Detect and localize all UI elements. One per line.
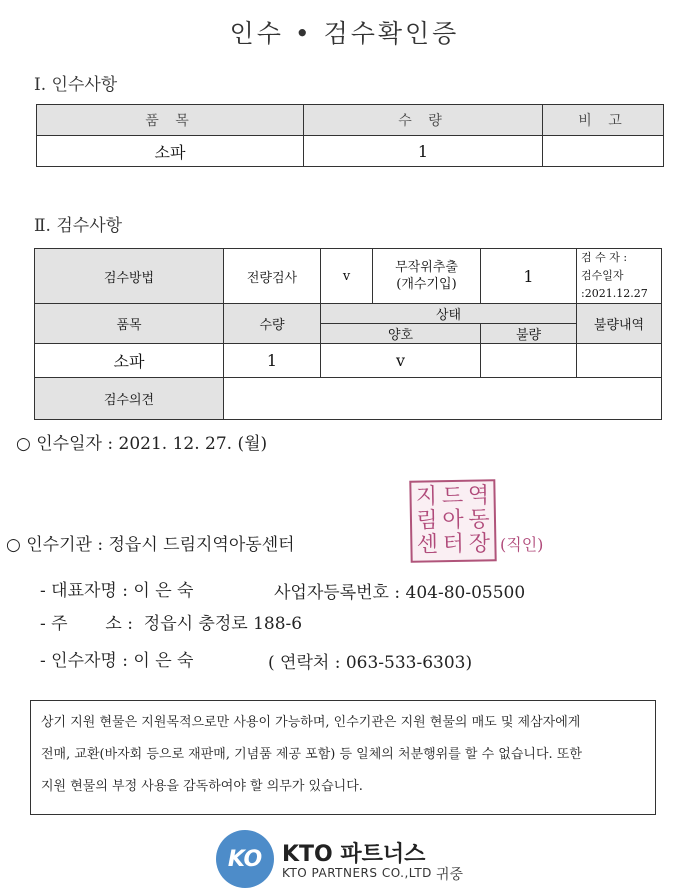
header-item: 품목 — [35, 304, 224, 344]
address-line: - 주 소 : 정읍시 충정로 188-6 — [40, 614, 303, 634]
inspector-cell — [577, 249, 662, 304]
opinion-label: 검수의견 — [35, 378, 224, 420]
inspection-good-mark: v — [321, 344, 481, 378]
circle-bullet: ○ — [16, 434, 31, 454]
header-state: 상태 — [321, 304, 577, 324]
opinion-value — [224, 378, 662, 420]
receipt-item: 소파 — [37, 136, 304, 167]
header-bad: 불량 — [481, 324, 577, 344]
header-item: 품 목 — [37, 105, 304, 136]
method-label: 검수방법 — [35, 249, 224, 304]
biz-no: 404-80-05500 — [405, 583, 526, 603]
notice-line: 지원 현물의 부정 사용을 감독하여야 할 의무가 있습니다. — [41, 779, 363, 794]
inspection-bad-mark — [481, 344, 577, 378]
inspection-defect — [577, 344, 662, 378]
inspection-qty: 1 — [224, 344, 321, 378]
receipt-date-label: 인수일자 — [36, 434, 102, 454]
receipt-date-value: 2021. 12. 27. (월) — [118, 434, 268, 454]
receipt-date-line: ○ 인수일자 : 2021. 12. 27. (월) — [16, 434, 268, 454]
random-count: 1 — [481, 249, 577, 304]
inspection-item: 소파 — [35, 344, 224, 378]
rep-name: 이 은 숙 — [133, 581, 194, 601]
header-qty: 수 량 — [304, 105, 543, 136]
section-1-heading: Ⅰ. 인수사항 — [34, 75, 118, 95]
notice-box — [30, 700, 656, 815]
circle-bullet: ○ — [6, 535, 21, 555]
company-name: KTO 파트너스 — [282, 842, 426, 867]
full-inspection-label: 전량검사 — [224, 249, 321, 304]
header-note: 비 고 — [543, 105, 664, 136]
address: 정읍시 충정로 188-6 — [143, 614, 303, 634]
inspection-date: 검수일자 :2021.12.27 — [581, 269, 648, 300]
receipt-note — [543, 136, 664, 167]
header-defect: 불량내역 — [577, 304, 662, 344]
document-title: 인수 • 검수확인증 — [229, 19, 460, 48]
receiving-org-line: ○ 인수기관 : 정읍시 드림지역아동센터 — [6, 535, 295, 555]
random-sampling-label: 무작위추출 (개수기입) — [373, 249, 481, 304]
rep-name-line: - 대표자명 : 이 은 숙 — [40, 581, 194, 601]
receiver-name: 이 은 숙 — [133, 651, 194, 671]
contact-line: ( 연락처 : 063-533-6303) — [268, 653, 473, 673]
addressee-suffix: 귀중 — [436, 867, 464, 883]
biz-no-line: 사업자등록번호 : 404-80-05500 — [274, 583, 526, 603]
receipt-qty: 1 — [304, 136, 543, 167]
company-logo-icon: KO — [216, 830, 274, 888]
receiving-org-label: 인수기관 — [26, 535, 92, 555]
full-inspection-mark: v — [321, 249, 373, 304]
official-seal: 지 드 역 림 아 동 센 터 장 — [409, 479, 496, 562]
notice-line: 전매, 교환(바자회 등으로 재판매, 기념품 제공 포함) 등 일체의 처분행위를 할 수 없습니다. 또한 — [41, 747, 582, 762]
receiving-org-value: 정읍시 드림지역아동센터 — [108, 535, 295, 555]
header-good: 양호 — [321, 324, 481, 344]
receipt-table — [36, 104, 664, 167]
header-qty: 수량 — [224, 304, 321, 344]
notice-line: 상기 지원 현물은 지원목적으로만 사용이 가능하며, 인수기관은 지원 현물의 매도 및 제삼자에게 — [41, 715, 581, 730]
receiver-line: - 인수자명 : 이 은 숙 — [40, 651, 194, 671]
seal-role-label: (직인) — [500, 535, 544, 554]
inspector-label: 검 수 자 : — [581, 251, 628, 264]
company-name-en: KTO PARTNERS CO.,LTD — [282, 866, 432, 880]
section-2-heading: Ⅱ. 검수사항 — [34, 216, 123, 236]
inspection-table — [34, 248, 662, 420]
